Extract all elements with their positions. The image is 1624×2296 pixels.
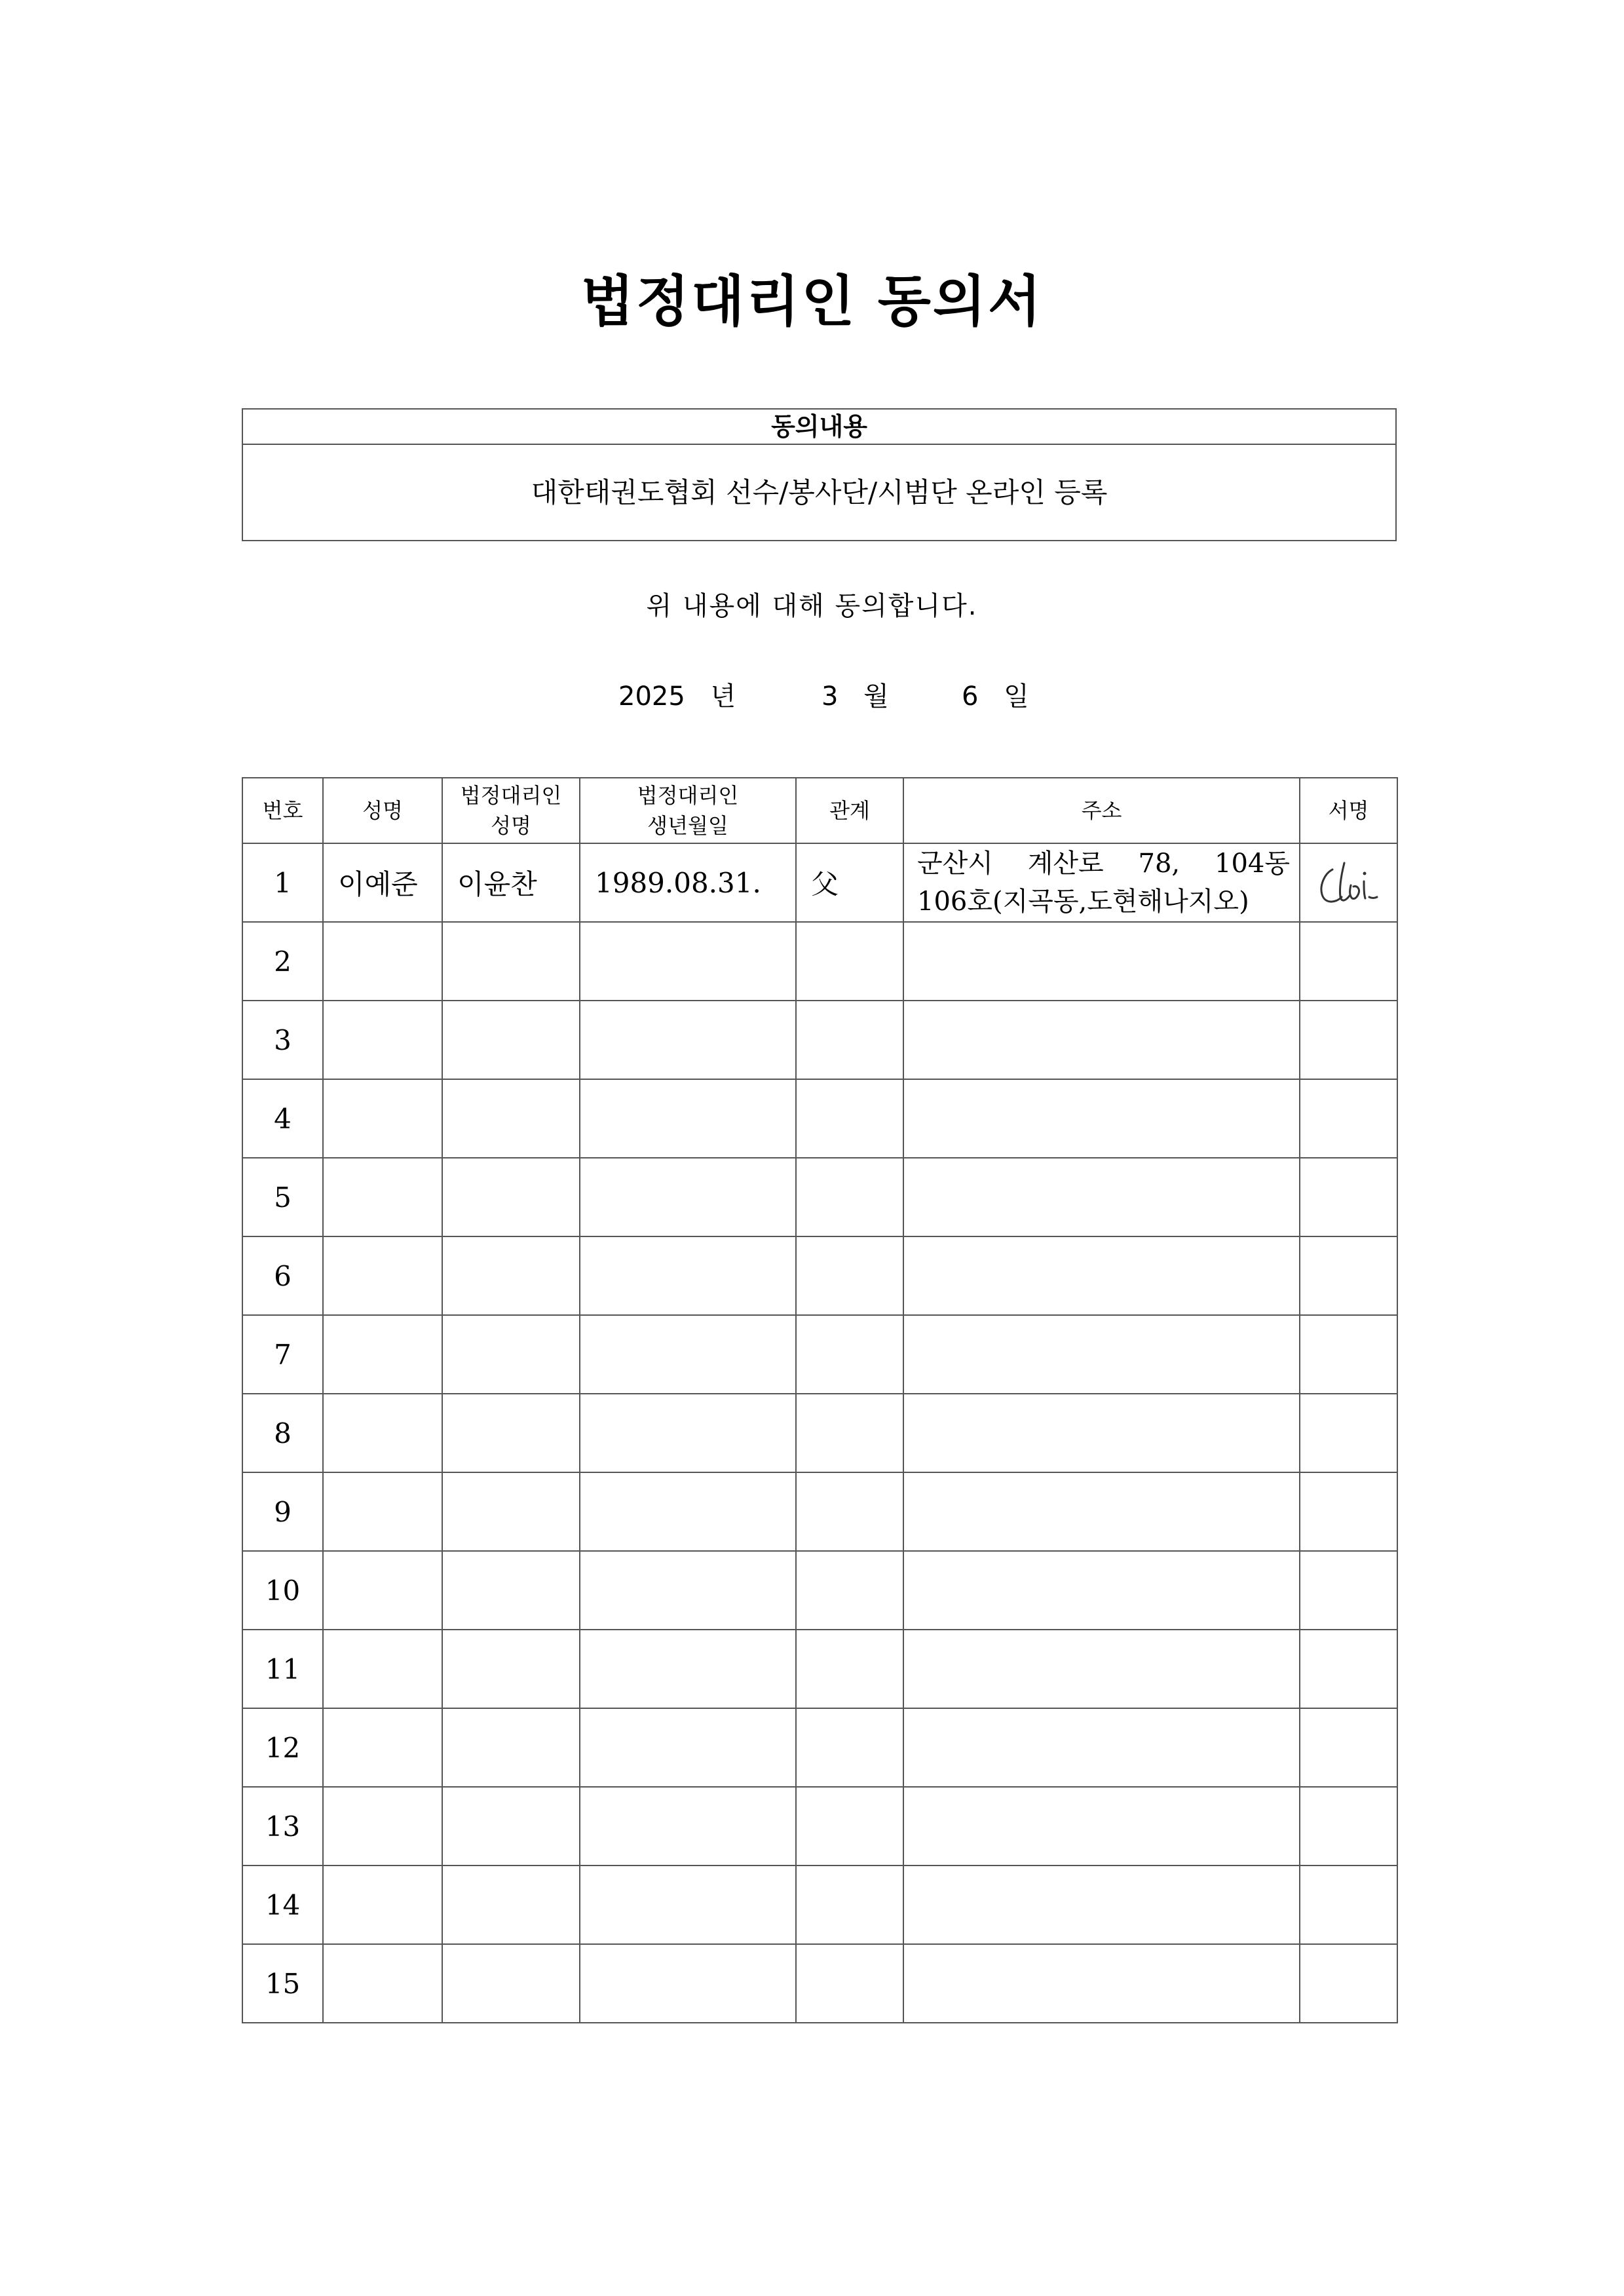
row-guardian-name: 이윤찬: [442, 843, 580, 922]
row-no: 14: [242, 1866, 323, 1944]
row-address: [903, 1630, 1300, 1708]
consent-box: [242, 408, 1397, 541]
row-address: [903, 1866, 1300, 1944]
row-name: [323, 1236, 442, 1315]
table-row: [242, 1472, 1397, 1551]
row-relation: [796, 1866, 903, 1944]
row-relation: [796, 1472, 903, 1551]
row-guardian-name: [442, 1866, 580, 1944]
table-row: [242, 1001, 1397, 1079]
row-relation: [796, 1001, 903, 1079]
row-guardian-name: [442, 1551, 580, 1630]
row-signature: [1300, 1708, 1397, 1787]
address-building: 104동: [1215, 849, 1290, 879]
row-guardian-birth: [580, 1315, 796, 1394]
header-guardian-birth-line1: 법정대리인: [637, 783, 739, 808]
row-relation: [796, 1079, 903, 1158]
row-name: [323, 1079, 442, 1158]
header-signature: 서명: [1300, 778, 1397, 843]
row-guardian-birth: [580, 1551, 796, 1630]
header-guardian-birth: [580, 778, 796, 843]
row-relation: [796, 1551, 903, 1630]
row-address: [903, 1944, 1300, 2023]
row-name: [323, 1944, 442, 2023]
row-guardian-name: [442, 1236, 580, 1315]
row-name: [323, 1472, 442, 1551]
row-guardian-name: [442, 1708, 580, 1787]
row-signature: [1300, 1394, 1397, 1472]
row-guardian-birth: [580, 1236, 796, 1315]
row-name: 이예준: [323, 843, 442, 922]
row-guardian-name: [442, 1787, 580, 1866]
row-guardian-birth: [580, 1944, 796, 2023]
row-address: [903, 1787, 1300, 1866]
row-guardian-birth: [580, 1472, 796, 1551]
table-row: [242, 922, 1397, 1001]
row-guardian-birth: [580, 1787, 796, 1866]
row-signature: [1300, 1236, 1397, 1315]
handwritten-signature-icon: [1313, 851, 1385, 914]
row-guardian-name: [442, 1158, 580, 1236]
row-name: [323, 1315, 442, 1394]
row-guardian-name: [442, 1394, 580, 1472]
table-header-row: [242, 778, 1397, 843]
row-name: [323, 1787, 442, 1866]
row-no: 15: [242, 1944, 323, 2023]
row-relation: [796, 1944, 903, 2023]
row-signature: [1300, 1630, 1397, 1708]
row-no: 12: [242, 1708, 323, 1787]
row-no: 3: [242, 1001, 323, 1079]
row-guardian-birth: [580, 1708, 796, 1787]
row-signature: [1300, 1866, 1397, 1944]
row-name: [323, 1001, 442, 1079]
row-address: [903, 922, 1300, 1001]
row-no: 11: [242, 1630, 323, 1708]
row-signature: [1300, 1472, 1397, 1551]
row-guardian-name: [442, 1001, 580, 1079]
date-year-value: 2025: [618, 681, 685, 712]
table-row: [242, 843, 1397, 922]
row-guardian-birth: [580, 922, 796, 1001]
table-row: [242, 1708, 1397, 1787]
row-signature: [1300, 843, 1397, 922]
row-guardian-birth: [580, 1630, 796, 1708]
row-guardian-birth: [580, 1001, 796, 1079]
header-guardian-name-line2: 성명: [491, 813, 531, 838]
table-row: [242, 1079, 1397, 1158]
row-address: [903, 1236, 1300, 1315]
guardian-table: [242, 777, 1398, 2023]
date-day-value: 6: [962, 681, 979, 712]
row-relation: [796, 1708, 903, 1787]
row-no: 8: [242, 1394, 323, 1472]
table-row: [242, 1866, 1397, 1944]
row-guardian-name: [442, 1079, 580, 1158]
row-name: [323, 1630, 442, 1708]
row-no: 10: [242, 1551, 323, 1630]
row-address: [903, 1708, 1300, 1787]
row-name: [323, 1551, 442, 1630]
header-no: 번호: [242, 778, 323, 843]
row-relation: [796, 1394, 903, 1472]
row-signature: [1300, 1944, 1397, 2023]
date-month: [821, 677, 889, 716]
row-guardian-name: [442, 1315, 580, 1394]
row-guardian-birth: [580, 1394, 796, 1472]
row-signature: [1300, 1158, 1397, 1236]
row-address: [903, 1315, 1300, 1394]
row-relation: 父: [796, 843, 903, 922]
row-relation: [796, 1315, 903, 1394]
row-guardian-birth: 1989.08.31.: [580, 843, 796, 922]
row-no: 4: [242, 1079, 323, 1158]
row-no: 2: [242, 922, 323, 1001]
address-number: 78,: [1138, 849, 1180, 879]
row-name: [323, 1866, 442, 1944]
row-no: 13: [242, 1787, 323, 1866]
table-row: [242, 1944, 1397, 2023]
row-no: 6: [242, 1236, 323, 1315]
row-address: [903, 1158, 1300, 1236]
row-signature: [1300, 922, 1397, 1001]
row-signature: [1300, 1001, 1397, 1079]
date-month-value: 3: [821, 681, 839, 712]
row-signature: [1300, 1551, 1397, 1630]
row-name: [323, 1158, 442, 1236]
header-name: 성명: [323, 778, 442, 843]
address-line2: 106호(지곡동,도현해나지오): [917, 887, 1249, 917]
row-guardian-birth: [580, 1866, 796, 1944]
row-guardian-birth: [580, 1158, 796, 1236]
table-row: [242, 1551, 1397, 1630]
header-address: 주소: [903, 778, 1300, 843]
table-row: [242, 1158, 1397, 1236]
header-relation: 관계: [796, 778, 903, 843]
table-row: [242, 1630, 1397, 1708]
row-guardian-name: [442, 922, 580, 1001]
address-road: 계산로: [1027, 849, 1104, 879]
row-name: [323, 1708, 442, 1787]
date-day: [962, 677, 1029, 716]
row-no: 1: [242, 843, 323, 922]
row-address: [903, 1472, 1300, 1551]
address-city: 군산시: [917, 849, 993, 879]
row-no: 5: [242, 1158, 323, 1236]
header-guardian-name-line1: 법정대리인: [460, 783, 562, 808]
row-guardian-name: [442, 1944, 580, 2023]
row-signature: [1300, 1315, 1397, 1394]
table-row: [242, 1315, 1397, 1394]
row-guardian-birth: [580, 1079, 796, 1158]
document-title: 법정대리인 동의서: [580, 269, 1044, 334]
consent-header: 동의내용: [243, 410, 1395, 445]
row-no: 9: [242, 1472, 323, 1551]
row-address: [903, 843, 1300, 922]
date-day-unit: 일: [1004, 681, 1029, 712]
row-address: [903, 1001, 1300, 1079]
row-relation: [796, 1787, 903, 1866]
table-row: [242, 1236, 1397, 1315]
row-relation: [796, 922, 903, 1001]
row-address: [903, 1551, 1300, 1630]
agreement-statement: 위 내용에 대해 동의합니다.: [646, 591, 978, 621]
row-signature: [1300, 1079, 1397, 1158]
table-row: [242, 1394, 1397, 1472]
row-guardian-name: [442, 1472, 580, 1551]
header-guardian-birth-line2: 생년월일: [647, 813, 728, 838]
row-relation: [796, 1158, 903, 1236]
row-address: [903, 1394, 1300, 1472]
row-relation: [796, 1236, 903, 1315]
row-name: [323, 922, 442, 1001]
row-address: [903, 1079, 1300, 1158]
row-signature: [1300, 1787, 1397, 1866]
table-row: [242, 1787, 1397, 1866]
row-name: [323, 1394, 442, 1472]
date-year: [618, 677, 736, 716]
row-relation: [796, 1630, 903, 1708]
row-guardian-name: [442, 1630, 580, 1708]
date-month-unit: 월: [863, 681, 889, 712]
row-no: 7: [242, 1315, 323, 1394]
consent-content: 대한태권도협회 선수/봉사단/시범단 온라인 등록: [531, 476, 1108, 508]
date-year-unit: 년: [710, 681, 736, 712]
address-line1: [917, 845, 1290, 883]
header-guardian-name: [442, 778, 580, 843]
